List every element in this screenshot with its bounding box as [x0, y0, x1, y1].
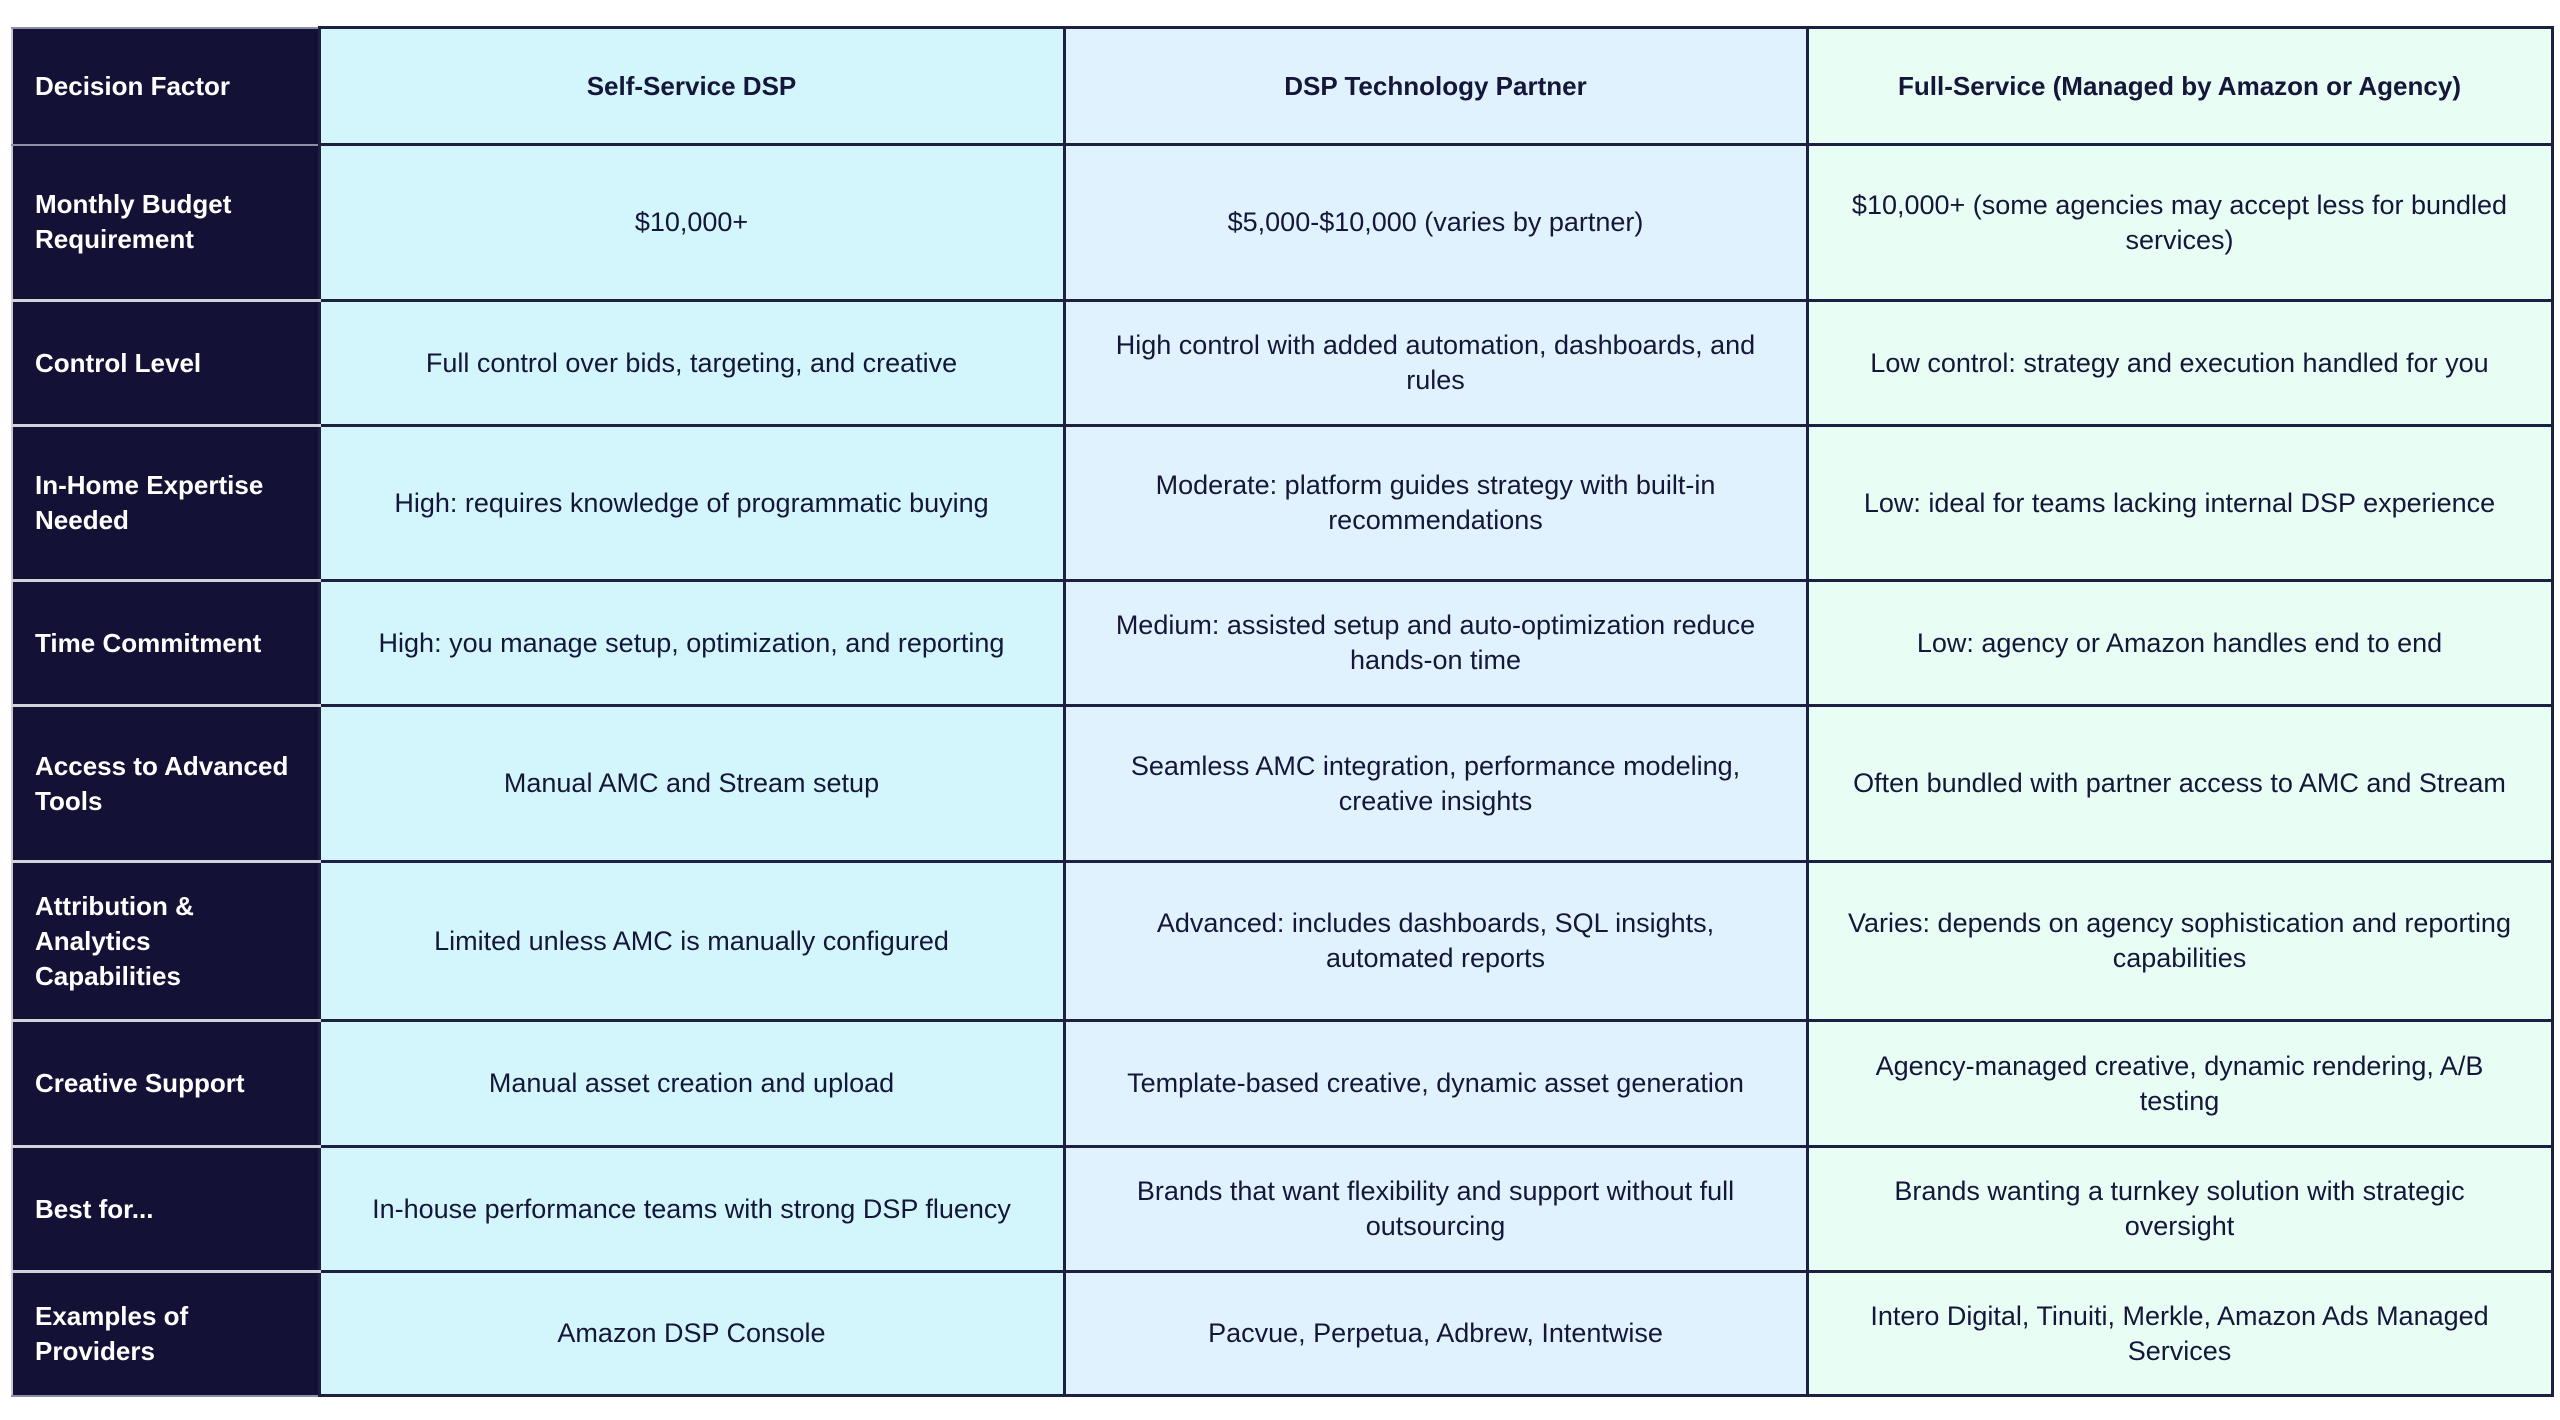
table-row-best-for [12, 1147, 2552, 1272]
cell-full-service: Brands wanting a turnkey solution with strategic oversight [1807, 1147, 2552, 1272]
cell-self-service: High: you manage setup, optimization, and reporting [319, 581, 1064, 706]
cell-tech-partner: Seamless AMC integration, performance modeling, creative insights [1064, 706, 1807, 862]
cell-full-service: $10,000+ (some agencies may accept less for bundled services) [1807, 145, 2552, 301]
row-label: Best for... [12, 1147, 319, 1272]
row-label: Time Commitment [12, 581, 319, 706]
cell-full-service: Low: ideal for teams lacking internal DSP experience [1807, 426, 2552, 581]
table-row-expertise [12, 426, 2552, 581]
row-label: Control Level [12, 301, 319, 426]
cell-full-service: Low control: strategy and execution handled for you [1807, 301, 2552, 426]
row-label: Creative Support [12, 1021, 319, 1147]
cell-self-service: In-house performance teams with strong DSP fluency [319, 1147, 1064, 1272]
cell-tech-partner: Template-based creative, dynamic asset generation [1064, 1021, 1807, 1147]
header-row [12, 28, 2552, 145]
table-row-monthly-budget [12, 145, 2552, 301]
cell-tech-partner: Advanced: includes dashboards, SQL insights, automated reports [1064, 862, 1807, 1021]
cell-tech-partner: Moderate: platform guides strategy with built-in recommendations [1064, 426, 1807, 581]
cell-full-service: Often bundled with partner access to AMC and Stream [1807, 706, 2552, 862]
header-self-service-dsp: Self-Service DSP [319, 28, 1064, 145]
row-label: Examples of Providers [12, 1272, 319, 1396]
row-label: Attribution & Analytics Capabilities [12, 862, 319, 1021]
cell-self-service: Full control over bids, targeting, and creative [319, 301, 1064, 426]
cell-tech-partner: Medium: assisted setup and auto-optimization reduce hands-on time [1064, 581, 1807, 706]
cell-self-service: Amazon DSP Console [319, 1272, 1064, 1396]
table-row-time-commitment [12, 581, 2552, 706]
cell-full-service: Intero Digital, Tinuiti, Merkle, Amazon Ads Managed Services [1807, 1272, 2552, 1396]
row-label: In-Home Expertise Needed [12, 426, 319, 581]
table-row-advanced-tools [12, 706, 2552, 862]
cell-self-service: Limited unless AMC is manually configured [319, 862, 1064, 1021]
cell-tech-partner: High control with added automation, dashboards, and rules [1064, 301, 1807, 426]
cell-tech-partner: $5,000-$10,000 (varies by partner) [1064, 145, 1807, 301]
row-label: Access to Advanced Tools [12, 706, 319, 862]
cell-full-service: Varies: depends on agency sophistication and reporting capabilities [1807, 862, 2552, 1021]
row-label: Monthly Budget Requirement [12, 145, 319, 301]
table-row-attribution [12, 862, 2552, 1021]
dsp-comparison-table [11, 26, 2554, 1397]
cell-full-service: Low: agency or Amazon handles end to end [1807, 581, 2552, 706]
header-decision-factor: Decision Factor [12, 28, 319, 145]
cell-self-service: $10,000+ [319, 145, 1064, 301]
cell-self-service: Manual AMC and Stream setup [319, 706, 1064, 862]
cell-full-service: Agency-managed creative, dynamic rendering, A/B testing [1807, 1021, 2552, 1147]
cell-tech-partner: Brands that want flexibility and support without full outsourcing [1064, 1147, 1807, 1272]
header-dsp-technology-partner: DSP Technology Partner [1064, 28, 1807, 145]
cell-tech-partner: Pacvue, Perpetua, Adbrew, Intentwise [1064, 1272, 1807, 1396]
cell-self-service: High: requires knowledge of programmatic buying [319, 426, 1064, 581]
header-full-service: Full-Service (Managed by Amazon or Agency) [1807, 28, 2552, 145]
cell-self-service: Manual asset creation and upload [319, 1021, 1064, 1147]
table-row-control-level [12, 301, 2552, 426]
table-row-providers [12, 1272, 2552, 1396]
table-row-creative-support [12, 1021, 2552, 1147]
